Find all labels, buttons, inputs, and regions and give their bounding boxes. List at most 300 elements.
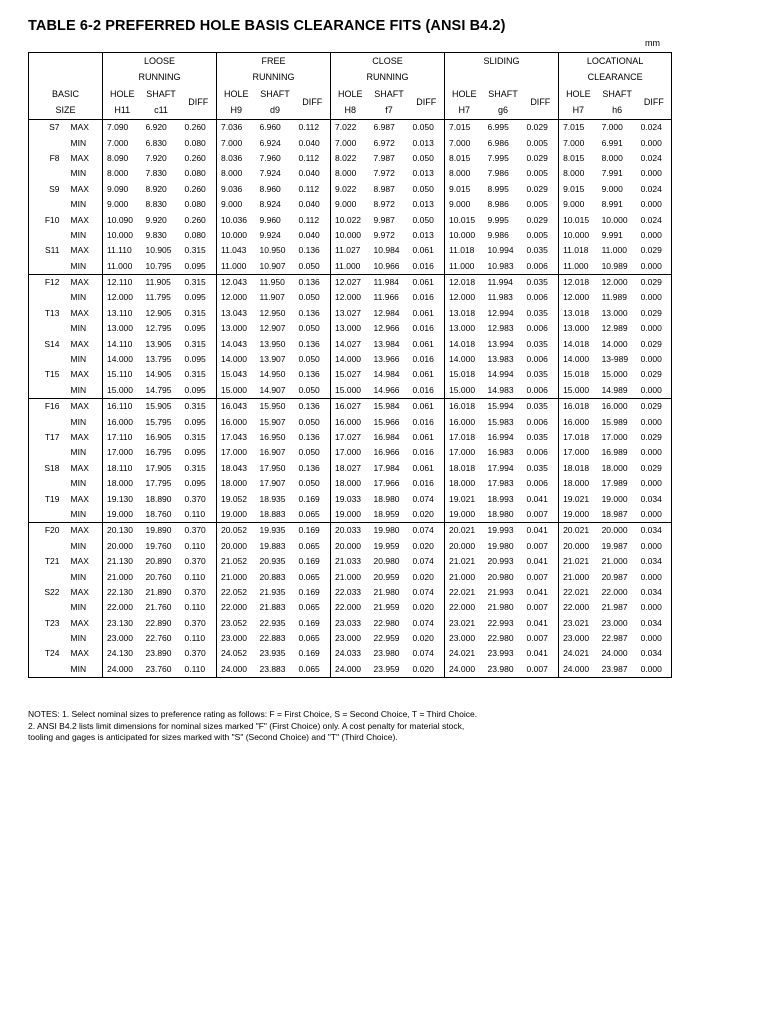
value-cell: 0.035 (523, 336, 559, 351)
value-cell: 0.000 (637, 166, 672, 181)
value-cell: 0.136 (295, 430, 331, 445)
value-cell: 16.905 (145, 432, 172, 442)
value-cell: 0.000 (637, 135, 672, 150)
value-cell: 0.050 (409, 182, 445, 197)
value-cell: 24.000 (559, 662, 598, 678)
value-cell: 0.034 (637, 523, 672, 539)
value-cell: 15.966 (373, 416, 400, 427)
value-cell: 17.984 (373, 462, 400, 473)
value-cell: 0.061 (409, 367, 445, 382)
value-cell: 14.966 (373, 384, 400, 395)
value-cell: 0.035 (523, 306, 559, 321)
limit-cell: MIN (63, 662, 103, 678)
value-cell: 0.169 (295, 646, 331, 661)
value-cell: 0.095 (181, 259, 217, 275)
value-cell: 0.000 (637, 259, 672, 275)
value-cell: 0.050 (295, 259, 331, 275)
value-cell: 16.795 (145, 447, 172, 458)
table-row (29, 569, 672, 584)
value-cell: 17.795 (145, 478, 172, 489)
group-subtitle (445, 70, 559, 87)
size-cell (29, 445, 63, 460)
value-cell: 20.980 (487, 571, 514, 582)
value-cell: 0.061 (409, 306, 445, 321)
value-cell: 20.000 (449, 540, 476, 551)
value-cell: 24.021 (449, 648, 476, 659)
value-cell: 14.018 (449, 338, 476, 349)
value-cell: 6.830 (145, 137, 167, 148)
value-cell: 0.016 (409, 445, 445, 460)
limit-cell: MIN (63, 631, 103, 646)
table-row (29, 616, 672, 631)
shaft-code: f7 (385, 105, 393, 116)
value-cell: 0.005 (523, 228, 559, 243)
value-cell: 20.021 (559, 523, 598, 539)
value-cell: 14.043 (221, 338, 247, 349)
value-cell: 19.760 (145, 540, 172, 551)
value-cell: 16.989 (601, 447, 628, 458)
value-cell: 15.000 (335, 384, 362, 395)
value-cell: 19.000 (107, 508, 133, 519)
value-cell: 15.027 (335, 369, 362, 380)
value-cell: 0.065 (295, 539, 331, 554)
value-cell: 12.983 (487, 323, 514, 334)
value-cell: 8.987 (373, 183, 395, 194)
value-cell: 0.034 (637, 616, 672, 631)
value-cell: 0.000 (637, 290, 672, 305)
value-cell: 0.020 (409, 600, 445, 615)
value-cell: 12.000 (563, 292, 590, 303)
value-cell: 21.130 (107, 556, 133, 567)
value-cell: 0.020 (409, 539, 445, 554)
value-cell: 10.966 (373, 260, 400, 271)
size-cell: T17 (29, 430, 63, 445)
value-cell: 7.000 (598, 120, 637, 136)
value-cell: 24.000 (217, 662, 256, 678)
size-cell (29, 539, 63, 554)
limit-cell: MAX (63, 430, 103, 445)
limit-cell: MIN (63, 197, 103, 212)
value-cell: 15.983 (487, 416, 514, 427)
size-cell: S22 (29, 585, 63, 600)
table-row (29, 383, 672, 399)
value-cell: 20.033 (331, 523, 370, 539)
value-cell: 0.000 (637, 197, 672, 212)
value-cell: 14.000 (563, 354, 590, 365)
value-cell: 20.883 (259, 571, 286, 582)
size-cell: S11 (29, 243, 63, 258)
value-cell: 21.890 (145, 586, 172, 597)
value-cell: 0.000 (637, 445, 672, 460)
value-cell: 21.052 (221, 556, 247, 567)
value-cell: 18.018 (449, 462, 476, 473)
size-cell (29, 476, 63, 491)
value-cell: 0.006 (523, 414, 559, 429)
value-cell: 21.033 (335, 556, 362, 567)
value-cell: 0.034 (637, 554, 672, 569)
size-cell (29, 569, 63, 584)
value-cell: 15.110 (107, 369, 133, 380)
value-cell: 0.013 (409, 197, 445, 212)
value-cell: 7.000 (563, 137, 585, 148)
value-cell: 15.000 (221, 384, 247, 395)
value-cell: 22.980 (487, 633, 514, 644)
value-cell: 16.027 (331, 399, 370, 415)
hole-label: HOLE (223, 88, 249, 99)
value-cell: 9.015 (563, 183, 585, 194)
value-cell: 22.000 (221, 602, 247, 613)
value-cell: 20.000 (221, 540, 247, 551)
value-cell: 14.000 (335, 354, 362, 365)
value-cell: 0.007 (523, 631, 559, 646)
value-cell: 0.050 (295, 414, 331, 429)
value-cell: 12.027 (331, 274, 370, 290)
value-cell: 0.260 (181, 212, 217, 227)
value-cell: 0.050 (295, 352, 331, 367)
value-cell: 7.830 (145, 168, 167, 179)
value-cell: 19.021 (563, 493, 590, 504)
value-cell: 0.110 (181, 507, 217, 523)
value-cell: 0.034 (637, 646, 672, 661)
group-subtitle: RUNNING (103, 70, 217, 87)
value-cell: 0.074 (409, 491, 445, 506)
size-cell (29, 383, 63, 399)
value-cell: 22.000 (335, 602, 362, 613)
header-row (29, 103, 672, 120)
value-cell: 13.000 (563, 323, 590, 334)
table-row (29, 306, 672, 321)
diff-label: DIFF (637, 86, 672, 120)
value-cell: 0.000 (637, 507, 672, 523)
value-cell: 24.033 (335, 648, 362, 659)
value-cell: 7.022 (331, 120, 370, 136)
value-cell: 21.000 (221, 571, 247, 582)
value-cell: 16.983 (487, 447, 514, 458)
value-cell: 0.370 (181, 523, 217, 539)
value-cell: 21.987 (601, 602, 628, 613)
value-cell: 10.090 (107, 214, 133, 225)
value-cell: 17.018 (563, 432, 590, 442)
size-cell: F8 (29, 151, 63, 166)
value-cell: 19.890 (142, 523, 181, 539)
limit-cell: MIN (63, 228, 103, 243)
value-cell: 10.015 (563, 214, 590, 225)
value-cell: 24.000 (103, 662, 142, 678)
value-cell: 0.000 (637, 476, 672, 491)
value-cell: 20.000 (563, 540, 590, 551)
value-cell: 0.370 (181, 491, 217, 506)
value-cell: 0.013 (409, 166, 445, 181)
value-cell: 6.987 (370, 120, 409, 136)
value-cell: 0.169 (295, 491, 331, 506)
size-cell: S18 (29, 461, 63, 476)
value-cell: 19.959 (373, 540, 400, 551)
value-cell: 19.000 (221, 508, 247, 519)
value-cell: 15.994 (484, 399, 523, 415)
value-cell: 11.000 (107, 260, 133, 271)
value-cell: 0.370 (181, 646, 217, 661)
value-cell: 14.950 (259, 369, 286, 380)
value-cell: 24.000 (445, 662, 484, 678)
limit-cell: MIN (63, 259, 103, 275)
limit-cell: MAX (63, 491, 103, 506)
value-cell: 0.065 (295, 507, 331, 523)
value-cell: 10.000 (107, 229, 133, 240)
value-cell: 0.035 (523, 430, 559, 445)
value-cell: 9.986 (487, 229, 509, 240)
value-cell: 23.935 (259, 648, 286, 659)
size-cell: T21 (29, 554, 63, 569)
size-cell: F10 (29, 212, 63, 227)
value-cell: 13.000 (107, 323, 133, 334)
value-cell: 16.907 (259, 447, 286, 458)
table-row (29, 182, 672, 197)
value-cell: 0.005 (523, 135, 559, 150)
value-cell: 0.065 (295, 662, 331, 678)
value-cell: 0.041 (523, 616, 559, 631)
value-cell: 0.000 (637, 569, 672, 584)
value-cell: 9.000 (563, 199, 585, 210)
value-cell: 0.035 (523, 399, 559, 415)
table-row (29, 585, 672, 600)
value-cell: 0.315 (181, 430, 217, 445)
value-cell: 18.987 (601, 508, 628, 519)
value-cell: 11.795 (145, 292, 171, 303)
limit-cell: MAX (63, 212, 103, 227)
size-label: SIZE (29, 103, 103, 120)
value-cell: 18.959 (373, 508, 400, 519)
table-row (29, 228, 672, 243)
value-cell: 12.000 (449, 292, 476, 303)
value-cell: 17.000 (601, 432, 628, 442)
value-cell: 20.000 (107, 540, 133, 551)
value-cell: 0.041 (523, 554, 559, 569)
value-cell: 7.972 (373, 168, 395, 179)
value-cell: 12.989 (601, 323, 628, 334)
value-cell: 16.000 (563, 416, 590, 427)
value-cell: 23.052 (221, 617, 247, 628)
limit-cell: MIN (63, 321, 103, 336)
header-basic-blank (29, 70, 103, 87)
limit-cell: MIN (63, 166, 103, 181)
value-cell: 18.000 (601, 462, 628, 473)
size-cell (29, 228, 63, 243)
table-row (29, 430, 672, 445)
value-cell: 10.000 (601, 214, 628, 225)
value-cell: 14.000 (601, 338, 628, 349)
header-row (29, 86, 672, 103)
value-cell: 8.920 (145, 183, 167, 194)
value-cell: 21.000 (563, 571, 590, 582)
value-cell: 13.950 (259, 338, 286, 349)
table-row (29, 554, 672, 569)
value-cell: 0.000 (637, 414, 672, 429)
value-cell: 13-989 (601, 354, 629, 365)
value-cell: 0.007 (523, 507, 559, 523)
value-cell: 9.015 (449, 183, 471, 194)
value-cell: 9.960 (259, 214, 281, 225)
size-cell: T13 (29, 306, 63, 321)
value-cell: 0.041 (523, 585, 559, 600)
value-cell: 15.043 (221, 369, 247, 380)
value-cell: 10.000 (563, 229, 590, 240)
value-cell: 9.000 (449, 199, 471, 210)
value-cell: 19.000 (449, 508, 476, 519)
diff-label: DIFF (181, 86, 217, 120)
value-cell: 0.095 (181, 476, 217, 491)
value-cell: 0.041 (523, 646, 559, 661)
value-cell: 11.907 (259, 292, 285, 303)
value-cell: 0.095 (181, 352, 217, 367)
value-cell: 0.029 (637, 243, 672, 258)
value-cell: 0.136 (295, 461, 331, 476)
value-cell: 22.959 (373, 633, 400, 644)
limit-cell: MIN (63, 352, 103, 367)
value-cell: 18.760 (145, 508, 172, 519)
value-cell: 8.000 (335, 168, 357, 179)
value-cell: 0.029 (523, 212, 559, 227)
hole-label: HOLE (452, 88, 477, 99)
value-cell: 20.130 (103, 523, 142, 539)
table-row (29, 166, 672, 181)
value-cell: 10.950 (259, 245, 286, 256)
value-cell: 14.983 (487, 384, 514, 395)
diff-label: DIFF (523, 86, 559, 120)
table-row (29, 461, 672, 476)
value-cell: 19.000 (335, 508, 362, 519)
limit-cell: MIN (63, 445, 103, 460)
value-cell: 22.000 (107, 602, 133, 613)
value-cell: 20.052 (217, 523, 256, 539)
value-cell: 22.890 (145, 617, 172, 628)
value-cell: 9.924 (259, 229, 281, 240)
size-cell (29, 135, 63, 150)
value-cell: 18.000 (221, 478, 247, 489)
limit-cell: MAX (63, 274, 103, 290)
value-cell: 9.991 (601, 229, 623, 240)
note-line: tooling and gages is anticipated for sizes marked with "S" (Second Choice) and "T" (Third Choice). (28, 732, 398, 743)
value-cell: 22.000 (449, 602, 476, 613)
value-cell: 8.991 (601, 199, 623, 210)
value-cell: 0.136 (295, 243, 331, 258)
value-cell: 12.000 (221, 292, 247, 303)
value-cell: 21.980 (487, 602, 514, 613)
value-cell: 22.130 (107, 586, 133, 597)
limit-cell: MIN (63, 135, 103, 150)
size-cell (29, 259, 63, 275)
value-cell: 9.995 (487, 214, 509, 225)
value-cell: 0.000 (637, 662, 672, 678)
value-cell: 19.987 (601, 540, 628, 551)
value-cell: 0.095 (181, 383, 217, 399)
value-cell: 18.000 (335, 478, 362, 489)
value-cell: 0.040 (295, 228, 331, 243)
value-cell: 0.110 (181, 662, 217, 678)
value-cell: 16.994 (487, 432, 514, 442)
value-cell: 6.991 (601, 137, 623, 148)
value-cell: 23.000 (563, 633, 590, 644)
value-cell: 20.993 (487, 556, 514, 567)
value-cell: 13.994 (487, 338, 514, 349)
size-cell (29, 662, 63, 678)
limit-cell: MAX (63, 182, 103, 197)
limit-cell: MAX (63, 399, 103, 415)
value-cell: 17.043 (221, 432, 247, 442)
value-cell: 0.024 (637, 182, 672, 197)
value-cell: 0.136 (295, 274, 331, 290)
value-cell: 19.000 (601, 493, 628, 504)
value-cell: 17.000 (563, 447, 590, 458)
size-cell (29, 197, 63, 212)
diff-label: DIFF (295, 86, 331, 120)
value-cell: 7.000 (221, 137, 243, 148)
value-cell: 0.260 (181, 182, 217, 197)
value-cell: 22.021 (563, 586, 590, 597)
limit-cell: MAX (63, 120, 103, 136)
shaft-label: SHAFT (260, 88, 290, 99)
hole-code: H7 (572, 105, 585, 116)
value-cell: 0.013 (409, 135, 445, 150)
value-cell: 8.015 (449, 152, 471, 163)
value-cell: 20.987 (601, 571, 628, 582)
value-cell: 14.994 (487, 369, 514, 380)
value-cell: 8.022 (335, 152, 357, 163)
value-cell: 0.050 (295, 321, 331, 336)
value-cell: 12.000 (598, 274, 637, 290)
shaft-code: c11 (154, 105, 168, 116)
value-cell: 0.000 (637, 539, 672, 554)
value-cell: 7.036 (217, 120, 256, 136)
value-cell: 0.029 (637, 274, 672, 290)
value-cell: 6.924 (259, 137, 281, 148)
value-cell: 23.760 (142, 662, 181, 678)
value-cell: 21.000 (449, 571, 476, 582)
group-subtitle: CLEARANCE (559, 70, 672, 87)
value-cell: 15.984 (370, 399, 409, 415)
value-cell: 23.000 (107, 633, 133, 644)
table-row (29, 274, 672, 290)
value-cell: 17.000 (221, 447, 247, 458)
value-cell: 0.370 (181, 616, 217, 631)
hole-code: H7 (458, 105, 471, 116)
header-row (29, 53, 672, 70)
value-cell: 16.043 (217, 399, 256, 415)
value-cell: 0.061 (409, 399, 445, 415)
value-cell: 0.074 (409, 616, 445, 631)
limit-cell: MIN (63, 600, 103, 615)
value-cell: 22.033 (335, 586, 362, 597)
value-cell: 0.050 (409, 212, 445, 227)
value-cell: 0.006 (523, 290, 559, 305)
value-cell: 18.018 (563, 462, 590, 473)
value-cell: 11.000 (335, 260, 361, 271)
value-cell: 21.980 (373, 586, 400, 597)
hole-code: H11 (114, 105, 131, 116)
value-cell: 0.029 (637, 430, 672, 445)
value-cell: 12.795 (145, 323, 172, 334)
value-cell: 12.966 (373, 323, 400, 334)
value-cell: 13.000 (221, 323, 247, 334)
basic-label: BASIC (29, 86, 103, 103)
value-cell: 10.015 (449, 214, 476, 225)
value-cell: 8.000 (107, 168, 129, 179)
value-cell: 13.000 (335, 323, 362, 334)
value-cell: 0.074 (409, 585, 445, 600)
table-row (29, 135, 672, 150)
value-cell: 6.960 (256, 120, 295, 136)
value-cell: 11.000 (601, 245, 627, 256)
value-cell: 0.007 (523, 600, 559, 615)
